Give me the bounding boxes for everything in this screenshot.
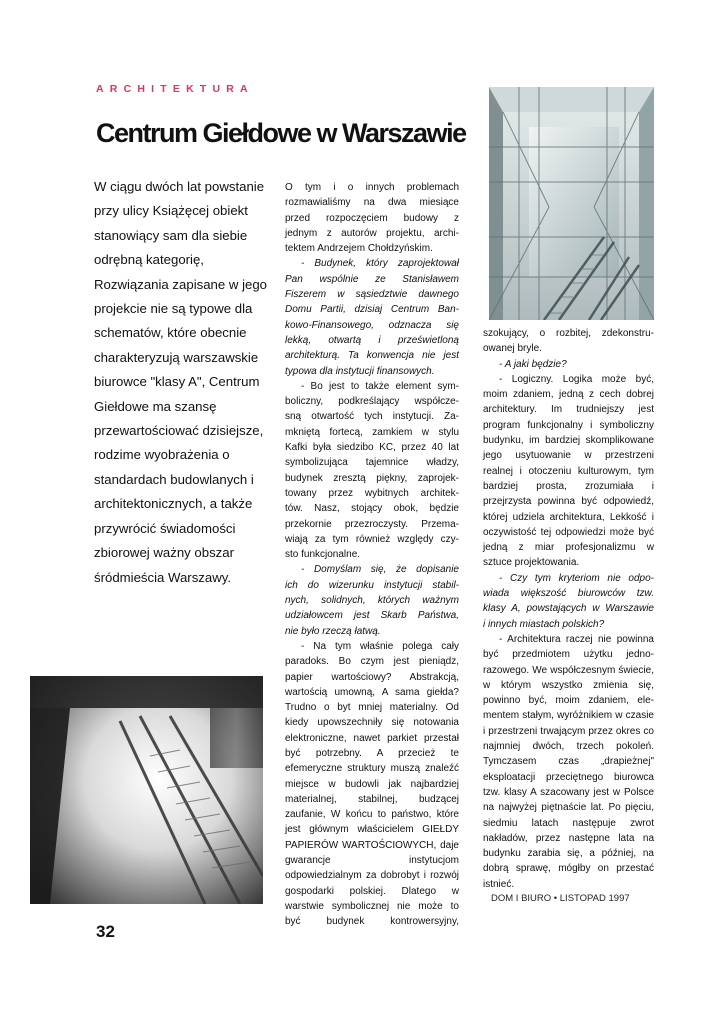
lead-line: Rozwiązania zapisane w jego: [94, 276, 268, 292]
text-line: budynek zresztą piękny, zaprojek-: [285, 472, 459, 484]
text-line: tzw. klasy A szacowany jest w Polsce: [483, 786, 654, 798]
text-line: papier wartościowy? Abstrakcją,: [285, 671, 459, 683]
text-line: mkniętą fortecą, zamkiem w stylu: [285, 426, 459, 438]
lead-line: zbiorowej ważny obszar: [94, 545, 234, 561]
text-line: kiedy upowszechniły się notowania: [285, 717, 459, 729]
text-line: być przedmiotem użytku jedno-: [483, 649, 654, 661]
lead-line: W ciągu dwóch lat powstanie: [94, 179, 265, 194]
text-line: najmniej dwóch, trzech pokoleń.: [483, 741, 654, 753]
text-line: w którym wszystko zmienia się,: [483, 679, 654, 691]
lead-line: stanowiący sam dla siebie: [94, 227, 248, 243]
text-line: przejrzysta powinna być odpowiedź,: [483, 496, 654, 508]
text-line: sną otwartość tych instytucji. Za-: [285, 411, 459, 423]
text-line: zaufanie, W końcu to państwo, które: [285, 809, 459, 821]
text-line: odpowiedzialnym za dobrobyt i rozwój: [285, 870, 459, 882]
text-line: program funkcjonalny i symboliczny: [483, 419, 654, 431]
text-line: owanej bryle.: [483, 343, 542, 355]
text-line: jego usytuowanie w przestrzeni: [483, 450, 654, 462]
text-line: być potrzebny. A przecież te: [285, 747, 459, 759]
lead-line: przywrócić świadomości: [94, 520, 236, 536]
text-line: elektroniczne, nawet parkiet przestał: [285, 732, 459, 744]
text-line: oczywistość tej odpowiedzi może być: [483, 526, 654, 538]
text-line: - Architektura raczej nie powinna: [499, 633, 654, 645]
lead-line: rodzime wyobrażenia o: [94, 447, 230, 463]
text-line: PAPIERÓW WARTOŚCIOWYCH, daje: [285, 839, 459, 851]
text-line: być budynek kontrowersyjny,: [285, 916, 459, 928]
text-line: Fiszerem w sąsiedztwie dawnego: [285, 289, 459, 301]
text-line: - A jaki będzie?: [499, 358, 567, 370]
text-line: i przestrzeni trwającym przez okres co: [483, 725, 654, 737]
text-line: boliczny, podkreślający współcze-: [285, 396, 459, 408]
text-line: efemeryczne struktury muszą znaleźć: [285, 763, 459, 775]
text-line: jest głównym właścicielem GIEŁDY: [285, 824, 459, 836]
text-line: - Bo jest to także element sym-: [301, 380, 459, 392]
lead-line: schematów, które obecnie: [94, 325, 247, 341]
text-line: siedmiu latach następuje zwrot: [483, 817, 654, 829]
text-line: powinno być, moim zdaniem, ele-: [483, 695, 654, 707]
text-line: i innych miastach polskich?: [483, 618, 605, 630]
text-line: budynku zarabia się, a później, na: [483, 848, 654, 860]
text-line: jednym z autorów projektu, archi-: [285, 227, 459, 239]
text-line: dobrą sprawę, mógłby on przestać: [483, 863, 654, 875]
text-line: Domu Partii, dzisiaj Centrum Ban-: [285, 304, 459, 316]
text-line: tektem Andrzejem Chołdzyńskim.: [285, 243, 433, 255]
text-line: bardziej prosta, zrozumiała i: [483, 480, 654, 492]
text-line: nie było rzeczą łatwą.: [285, 625, 381, 637]
text-line: architektury. Im trudniejszy jest: [483, 404, 654, 416]
lead-line: biurowce "klasy A", Centrum: [94, 374, 260, 390]
text-line: - Logiczny. Logika może być,: [499, 373, 654, 385]
text-line: - Domyślam się, że dopisanie: [301, 564, 459, 576]
lead-line: odrębną kategorię,: [94, 252, 204, 268]
lead-line: śródmieścia Warszawy.: [94, 569, 232, 585]
lead-line: Giełdowe ma szansę: [94, 398, 217, 414]
escalator-photo: [30, 676, 263, 904]
text-line: warstwie symbolicznej nie może to: [285, 900, 459, 912]
page-number: 32: [96, 922, 115, 941]
text-line: Pan wspólnie ze Stanisławem: [285, 273, 459, 285]
text-line: ich do wizerunku instytucji stabil-: [285, 579, 459, 591]
text-line: materialnej, stabilnej, budzącej: [285, 793, 459, 805]
text-line: razowego. We współczesnym świecie,: [483, 664, 654, 676]
section-label: ARCHITEKTURA: [96, 83, 254, 95]
text-line: tów. Nasz, stojący obok, będzie: [285, 503, 459, 515]
text-line: architekturą. Ta konwencja nie jest: [285, 350, 459, 362]
text-line: jedną z miar profesjonalizmu w: [483, 542, 654, 554]
text-line: której udziela architektura, Lekkość i: [483, 511, 654, 523]
text-line: sto funkcjonalne.: [285, 549, 361, 561]
text-line: Trudno o byt mniej materialny. Od: [285, 702, 459, 714]
text-line: klasy A, powstających w Warszawie: [483, 603, 654, 615]
article-title: Centrum Giełdowe w Warszawie: [96, 118, 466, 148]
text-line: mentem stałym, wyróżnikiem w czasie: [483, 710, 654, 722]
atrium-interior-photo: [489, 87, 654, 320]
text-line: realnej i otoczeniu kulturowym, tym: [483, 465, 654, 477]
text-line: rozmawialiśmy na dwa miesiące: [285, 197, 459, 209]
text-line: szokujący, o rozbitej, zdekonstru-: [483, 328, 654, 339]
text-line: nakładów, przez następne lata na: [483, 832, 654, 844]
text-line: nych, solidnych, których ważnym: [285, 595, 459, 607]
lead-line: przy ulicy Książęcej obiekt: [94, 203, 248, 219]
text-line: miejsce w budowli jak najbardziej: [285, 778, 459, 790]
text-line: - Na tym właśnie polega cały: [301, 640, 459, 652]
lead-line: architektonicznych, a także: [94, 496, 253, 512]
lead-line: przewartościować dzisiejsze,: [94, 423, 264, 439]
text-line: sztuce projektowania.: [483, 557, 580, 569]
text-line: eksploatacji przeciętnego biurowca: [483, 771, 654, 783]
text-line: - Czy tym kryteriom nie odpo-: [499, 572, 654, 584]
lead-line: projekcie nie są typowe dla: [94, 301, 253, 317]
text-line: Tymczasem czas „drapieżnej": [483, 756, 654, 768]
text-line: typowa dla instytucji finansowych.: [285, 365, 435, 377]
text-line: O tym i o innych problemach: [285, 182, 459, 193]
article-column-right: [483, 326, 654, 892]
text-line: Kafki była siedzibo KC, przez 40 lat: [285, 442, 459, 454]
article-lead: [94, 175, 268, 590]
text-line: symbolizująca tajemnice władzy,: [285, 457, 459, 469]
text-line: wartością umowną, A sama giełda?: [285, 686, 459, 698]
text-line: istnieć.: [483, 878, 515, 890]
text-line: - Budynek, który zaprojektował: [301, 258, 459, 270]
text-line: wiają za tym również względy czy-: [285, 533, 459, 545]
lead-line: standardach budowlanych i: [94, 471, 254, 487]
text-line: przekornie przezroczysty. Przema-: [285, 518, 459, 530]
text-line: moim zdaniem, jedną z cech dobrej: [483, 389, 654, 401]
text-line: wiada większość biurowców tzw.: [483, 588, 654, 600]
footer-credit: DOM I BIURO • LISTOPAD 1997: [491, 893, 630, 904]
text-line: towany przez wybitnych architek-: [285, 487, 459, 499]
text-line: gwarancje instytucjom: [285, 855, 459, 867]
text-line: paradoks. Bo czym jest pieniądz,: [285, 656, 459, 668]
text-line: lekką, otwartą i prześwietloną: [285, 334, 459, 346]
text-line: budynku, im bardziej skomplikowane: [483, 435, 654, 447]
lead-line: charakteryzują warszawskie: [94, 349, 259, 365]
text-line: przed rozpoczęciem budowy z: [285, 212, 459, 224]
text-line: gospodarki polskiej. Dlatego w: [285, 885, 459, 897]
text-line: kowo-Finansowego, odznacza się: [285, 319, 459, 331]
article-column-middle: [285, 180, 459, 930]
text-line: na najwyżej piętnaście lat. Po pięciu,: [483, 802, 654, 814]
text-line: udziałowcem jest Skarb Państwa,: [285, 610, 459, 622]
